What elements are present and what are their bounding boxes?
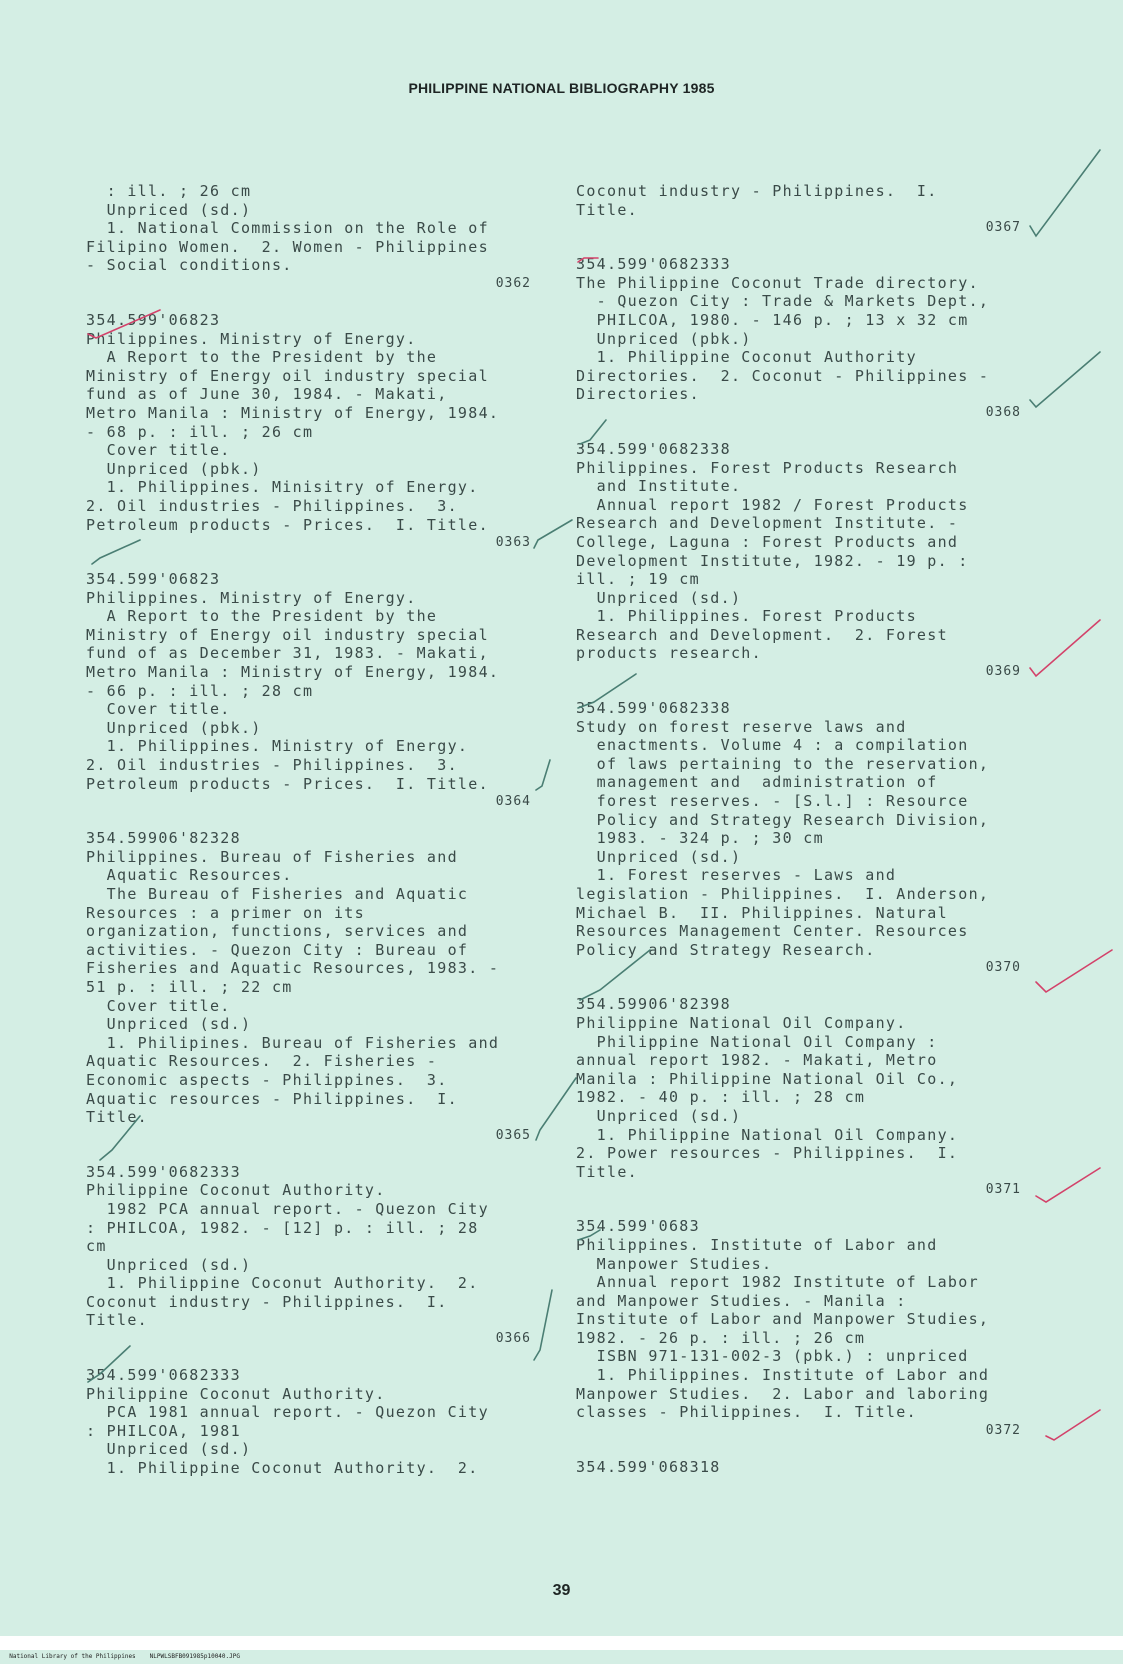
entry-line: fund of as December 31, 1983. - Makati, (86, 644, 489, 663)
entry-line: Research and Development. 2. Forest (576, 625, 948, 644)
entry-line: Unpriced (sd.) (576, 588, 742, 607)
entry-line: management and administration of (576, 773, 938, 792)
entry-line: Aquatic Resources. (86, 866, 293, 885)
entry-line: ISBN 971-131-002-3 (pbk.) : unpriced (576, 1347, 969, 1366)
entry-line: PHILCOA, 1980. - 146 p. ; 13 x 32 cm (576, 310, 969, 329)
entry-line: Unpriced (pbk.) (86, 459, 262, 478)
catalog-entry (576, 995, 1021, 1199)
entry-line: Ministry of Energy oil industry special (86, 366, 489, 385)
entry-line: - 68 p. : ill. ; 26 cm (86, 422, 314, 441)
entry-line: Manpower Studies. 2. Labor and laboring (576, 1384, 990, 1403)
entry-line: Cover title. (86, 996, 231, 1015)
entry-number: 0372 (985, 1422, 1021, 1438)
entry-line: Research and Development Institute. - (576, 514, 959, 533)
entry-line: Unpriced (sd.) (576, 847, 742, 866)
entry-line: Coconut industry - Philippines. I. (576, 182, 938, 200)
entry-line: 1. Philippine Coconut Authority. 2. (86, 1274, 479, 1293)
entry-line: Fisheries and Aquatic Resources, 1983. - (86, 959, 500, 978)
entry-line: 1982. - 40 p. : ill. ; 28 cm (576, 1088, 866, 1107)
entry-line: Annual report 1982 / Forest Products (576, 495, 969, 514)
entry-line: 1982. - 26 p. : ill. ; 26 cm (576, 1328, 866, 1347)
entry-line: Policy and Strategy Research. (576, 940, 876, 959)
entry-line: Philippine National Oil Company. (576, 1013, 907, 1032)
entry-line: Cover title. (86, 700, 231, 719)
entry-line: College, Laguna : Forest Products and (576, 532, 959, 551)
check-mark-icon (534, 1290, 552, 1360)
entry-line: 1. Philipines. Bureau of Fisheries and (86, 1033, 500, 1052)
catalog-entry (576, 1217, 1021, 1440)
entry-line: Unpriced (sd.) (576, 1106, 742, 1125)
entry-line: 1982 PCA annual report. - Quezon City (86, 1199, 489, 1218)
check-mark-icon (1036, 1168, 1100, 1202)
entry-line: of laws pertaining to the reservation, (576, 754, 990, 773)
catalog-entry (576, 182, 1021, 237)
entry-line: Resources : a primer on its (86, 903, 365, 922)
entry-line: Manpower Studies. (576, 1254, 773, 1273)
footer-file: NLPWLSBFB091985p10040.JPG (149, 1653, 240, 1660)
entry-line: 1. Philippine Coconut Authority (576, 348, 917, 367)
entry-line: activities. - Quezon City : Bureau of (86, 940, 469, 959)
entry-line: Title. (576, 200, 638, 219)
entry-line: Resources Management Center. Resources (576, 922, 969, 941)
entry-line: - Social conditions. (86, 256, 293, 275)
catalog-entry (86, 311, 531, 552)
catalog-entry (576, 699, 1021, 977)
call-number: 354.599'0683 (576, 1217, 700, 1236)
entry-line: - 66 p. : ill. ; 28 cm (86, 681, 314, 700)
entry-number: 0364 (495, 794, 531, 810)
entry-number: 0363 (495, 535, 531, 551)
call-number: 354.599'0682338 (576, 439, 731, 458)
entry-line: Philippines. Institute of Labor and (576, 1235, 938, 1254)
entry-line: Development Institute, 1982. - 19 p. : (576, 551, 969, 570)
entry-number: 0367 (985, 220, 1021, 236)
entry-line: Philippine Coconut Authority. (86, 1384, 386, 1403)
entry-line: Title. (86, 1311, 148, 1330)
entry-line: The Philippine Coconut Trade directory. (576, 273, 979, 292)
entry-line: 51 p. : ill. ; 22 cm (86, 977, 293, 996)
entry-line: Michael B. II. Philippines. Natural (576, 903, 948, 922)
entry-line: Filipino Women. 2. Women - Philippines (86, 237, 489, 256)
check-mark-icon (536, 760, 550, 790)
check-mark-icon (1030, 150, 1100, 236)
check-mark-icon (1046, 1410, 1100, 1440)
catalog-entry (86, 182, 531, 293)
entry-line: Philippine National Oil Company : (576, 1032, 938, 1051)
entry-line: : ill. ; 26 cm (86, 182, 252, 200)
call-number: 354.599'0682338 (576, 699, 731, 718)
entry-line: legislation - Philippines. I. Anderson, (576, 885, 990, 903)
left-column (86, 182, 531, 1496)
call-number: 354.59906'82328 (86, 829, 241, 848)
entry-line: Title. (576, 1162, 638, 1181)
entry-number: 0366 (495, 1331, 531, 1347)
entry-line: and Manpower Studies. - Manila : (576, 1291, 907, 1310)
entry-line: ill. ; 19 cm (576, 570, 700, 589)
entry-line: and Institute. (576, 477, 742, 496)
entry-line: 2. Power resources - Philippines. I. (576, 1144, 959, 1163)
entry-line: Institute of Labor and Manpower Studies, (576, 1310, 990, 1329)
scan-footer (0, 1636, 1123, 1660)
call-number: 354.599'0682333 (576, 255, 731, 274)
entry-line: Directories. 2. Coconut - Philippines - (576, 366, 990, 385)
catalog-entry (576, 440, 1021, 681)
entry-line: Directories. (576, 385, 700, 404)
catalog-entry (86, 1366, 531, 1478)
entry-line: 1. Philippine Coconut Authority. 2. (86, 1459, 479, 1478)
entry-line: forest reserves. - [S.l.] : Resource (576, 792, 969, 811)
check-mark-icon (1030, 620, 1100, 676)
entry-line: Unpriced (pbk.) (576, 329, 752, 348)
entry-line: Annual report 1982 Institute of Labor (576, 1273, 979, 1292)
entry-line: PCA 1981 annual report. - Quezon City (86, 1403, 489, 1422)
call-number: 354.59906'82398 (576, 995, 731, 1014)
entry-line: Unpriced (sd.) (86, 1015, 252, 1034)
check-mark-icon (536, 1078, 576, 1140)
entry-line: Title. (86, 1108, 148, 1127)
entry-line: : PHILCOA, 1981 (86, 1421, 241, 1440)
entry-line: 1983. - 324 p. ; 30 cm (576, 829, 824, 848)
entry-line: 1. Philippines. Institute of Labor and (576, 1366, 990, 1385)
entry-line: Philippines. Bureau of Fisheries and (86, 847, 458, 866)
entry-line: The Bureau of Fisheries and Aquatic (86, 885, 469, 903)
catalog-entry (86, 570, 531, 811)
entry-line: Aquatic Resources. 2. Fisheries - (86, 1052, 438, 1071)
entry-line: Philippine Coconut Authority. (86, 1181, 386, 1200)
entry-line: Unpriced (pbk.) (86, 718, 262, 737)
entry-line: annual report 1982. - Makati, Metro (576, 1051, 938, 1070)
check-mark-icon (1030, 352, 1100, 407)
entry-line: Philippines. Ministry of Energy. (86, 329, 417, 348)
entry-line: products research. (576, 644, 762, 663)
entry-line: 2. Oil industries - Philippines. 3. (86, 496, 458, 515)
page-header: PHILIPPINE NATIONAL BIBLIOGRAPHY 1985 (408, 80, 715, 96)
call-number: 354.599'06823 (86, 570, 221, 589)
entry-line: organization, functions, services and (86, 922, 469, 941)
entry-line: 1. Philippine National Oil Company. (576, 1125, 959, 1144)
entry-number: 0370 (985, 960, 1021, 976)
entry-line: enactments. Volume 4 : a compilation (576, 736, 969, 755)
entry-number: 0365 (495, 1127, 531, 1143)
entry-line: Metro Manila : Ministry of Energy, 1984. (86, 403, 500, 422)
entry-number: 0371 (985, 1182, 1021, 1198)
entry-line: Policy and Strategy Research Division, (576, 810, 990, 829)
entry-line: fund as of June 30, 1984. - Makati, (86, 385, 448, 404)
entry-line: Philippines. Ministry of Energy. (86, 588, 417, 607)
entry-line: 1. Forest reserves - Laws and (576, 866, 897, 885)
call-number: 354.599'0682333 (86, 1366, 241, 1385)
entry-line: Economic aspects - Philippines. 3. (86, 1070, 448, 1089)
entry-line: : PHILCOA, 1982. - [12] p. : ill. ; 28 (86, 1218, 479, 1237)
entry-line: Cover title. (86, 441, 231, 460)
entry-line: Unpriced (sd.) (86, 1255, 252, 1274)
call-number: 354.599'068318 (576, 1457, 721, 1476)
call-number: 354.599'06823 (86, 310, 221, 329)
entry-number: 0368 (985, 404, 1021, 420)
footer-source: National Library of the Philippines (9, 1653, 136, 1660)
check-mark-icon (534, 520, 572, 548)
entry-line: Study on forest reserve laws and (576, 717, 907, 736)
catalog-entry (576, 1458, 1021, 1477)
entry-number: 0369 (985, 664, 1021, 680)
entry-line: Unpriced (sd.) (86, 1440, 252, 1459)
entry-line: Coconut industry - Philippines. I. (86, 1292, 448, 1311)
check-mark-icon (1036, 950, 1112, 992)
entry-line: classes - Philippines. I. Title. (576, 1403, 917, 1422)
right-column (576, 182, 1021, 1494)
entry-line: Philippines. Forest Products Research (576, 458, 959, 477)
entry-line: Ministry of Energy oil industry special (86, 625, 489, 644)
entry-line: Aquatic resources - Philippines. I. (86, 1089, 458, 1108)
entry-line: - Quezon City : Trade & Markets Dept., (576, 292, 990, 311)
entry-line: Metro Manila : Ministry of Energy, 1984. (86, 663, 500, 682)
entry-line: A Report to the President by the (86, 607, 438, 626)
page-number: 39 (552, 1582, 571, 1599)
entry-line: Unpriced (sd.) (86, 200, 252, 219)
entry-line: 1. Philippines. Ministry of Energy. (86, 737, 469, 756)
entry-line: A Report to the President by the (86, 348, 438, 367)
catalog-entry (86, 1163, 531, 1348)
entry-line: Petroleum products - Prices. I. Title. (86, 515, 489, 534)
entry-line: 1. National Commission on the Role of (86, 219, 489, 238)
entry-line: cm (86, 1237, 107, 1256)
catalog-entry (86, 829, 531, 1145)
entry-line: 1. Philippines. Forest Products (576, 607, 917, 626)
call-number: 354.599'0682333 (86, 1162, 241, 1181)
entry-line: Petroleum products - Prices. I. Title. (86, 774, 489, 793)
entry-line: 2. Oil industries - Philippines. 3. (86, 756, 458, 775)
catalog-entry (576, 255, 1021, 422)
entry-number: 0362 (495, 275, 531, 291)
entry-line: 1. Philippines. Minisitry of Energy. (86, 478, 479, 497)
entry-line: Manila : Philippine National Oil Co., (576, 1069, 959, 1088)
